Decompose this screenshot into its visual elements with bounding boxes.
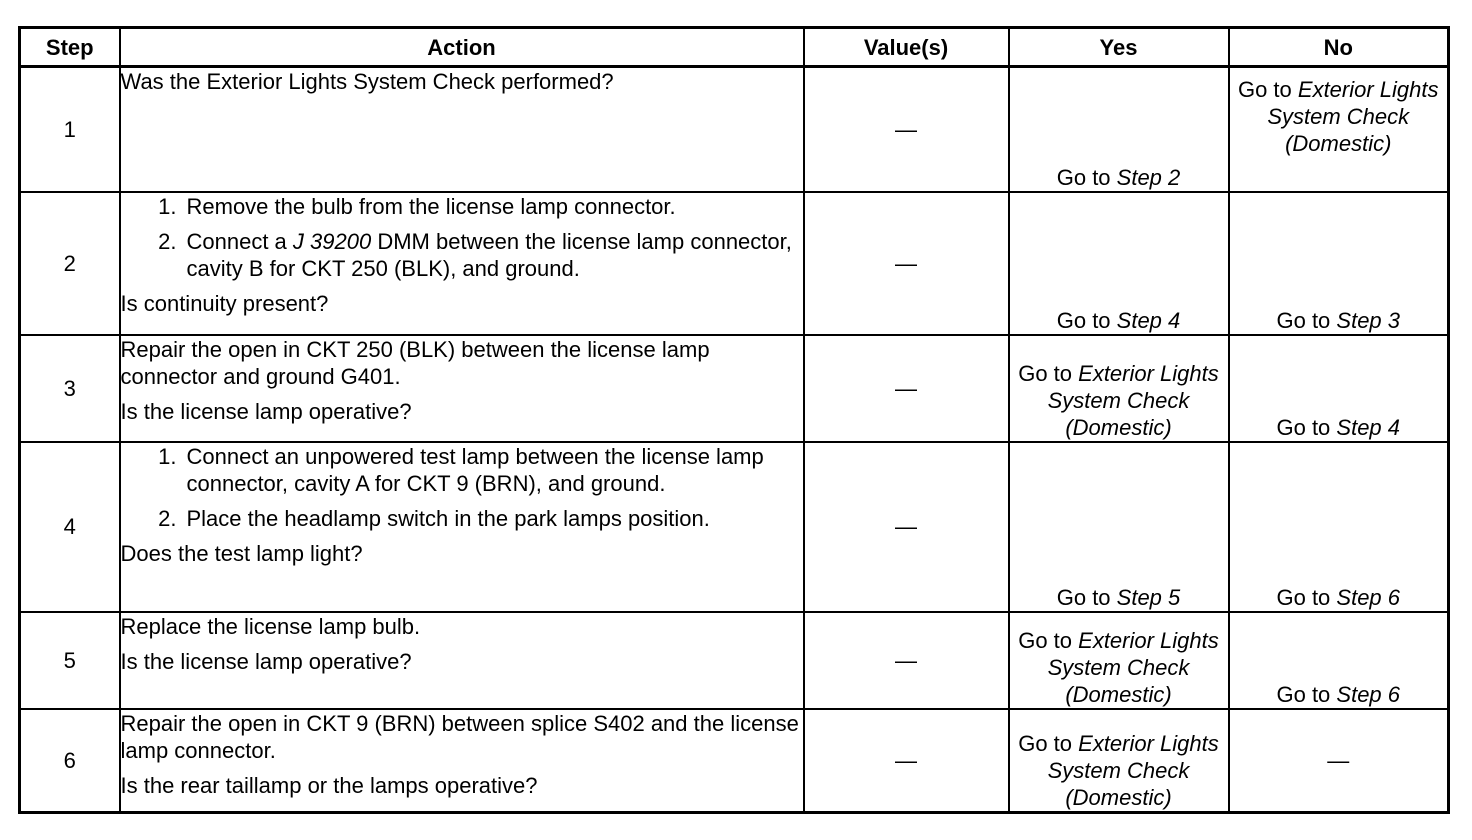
yes-prefix: Go to <box>1056 307 1117 333</box>
action-step-item: 1. Remove the bulb from the license lamp connector. <box>158 193 676 219</box>
action-text: Replace the license lamp bulb. <box>120 613 421 639</box>
yes-cell <box>1009 442 1229 612</box>
table-row <box>20 192 1449 335</box>
table-row <box>20 67 1449 192</box>
no-link[interactable]: Step 3 <box>1336 307 1401 333</box>
action-question: Is the rear taillamp or the lamps operative? <box>120 772 538 798</box>
action-steps <box>121 193 803 282</box>
no-link[interactable]: Step 6 <box>1336 584 1401 610</box>
yes-prefix: Go to <box>1056 164 1117 190</box>
no-cell <box>1229 442 1449 612</box>
header-values: Value(s) <box>804 28 1009 67</box>
yes-link[interactable]: Step 5 <box>1116 584 1181 610</box>
value-cell: — <box>804 192 1009 335</box>
diagnostic-table <box>18 26 1450 814</box>
action-cell <box>120 67 804 192</box>
value-cell: — <box>804 335 1009 442</box>
action-cell <box>120 192 804 335</box>
table-row <box>20 709 1449 813</box>
yes-link[interactable]: Exterior Lights System Check (Domestic) <box>1047 360 1219 440</box>
no-prefix: Go to <box>1276 584 1337 610</box>
tool-reference: J 39200 <box>292 228 372 254</box>
yes-cell <box>1009 709 1229 813</box>
action-cell <box>120 442 804 612</box>
no-cell <box>1229 192 1449 335</box>
step-number: 3 <box>20 335 120 442</box>
header-step: Step <box>20 28 120 67</box>
yes-link[interactable]: Step 4 <box>1116 307 1181 333</box>
no-cell <box>1229 335 1449 442</box>
yes-cell <box>1009 67 1229 192</box>
yes-prefix: Go to <box>1018 731 1079 756</box>
action-cell <box>120 335 804 442</box>
no-prefix: Go to <box>1276 307 1337 333</box>
action-question: Is continuity present? <box>120 290 329 316</box>
action-question: Does the test lamp light? <box>120 540 363 566</box>
yes-link[interactable]: Exterior Lights System Check (Domestic) <box>1047 627 1219 707</box>
action-cell <box>120 709 804 813</box>
no-cell <box>1229 67 1449 192</box>
yes-prefix: Go to <box>1056 584 1117 610</box>
no-link[interactable]: Step 4 <box>1336 414 1401 440</box>
no-link[interactable]: Exterior Lights System Check (Domestic) <box>1267 77 1439 156</box>
header-row <box>20 28 1449 67</box>
step-number: 6 <box>20 709 120 813</box>
no-prefix: Go to <box>1276 681 1337 707</box>
action-step-item: 2. Place the headlamp switch in the park lamps position. <box>158 505 710 531</box>
yes-link[interactable]: Exterior Lights System Check (Domestic) <box>1047 731 1219 810</box>
action-text: Repair the open in CKT 250 (BLK) between the license lamp connector and ground G401. <box>120 336 710 389</box>
action-text: Was the Exterior Lights System Check performed? <box>120 69 614 94</box>
step-number: 1 <box>20 67 120 192</box>
yes-prefix: Go to <box>1018 360 1079 386</box>
table-row <box>20 612 1449 709</box>
header-action: Action <box>120 28 804 67</box>
yes-cell <box>1009 192 1229 335</box>
value-cell: — <box>804 612 1009 709</box>
yes-cell <box>1009 335 1229 442</box>
action-steps <box>121 443 803 532</box>
table-row <box>20 335 1449 442</box>
step-number: 5 <box>20 612 120 709</box>
no-cell: — <box>1229 709 1449 813</box>
table-row <box>20 442 1449 612</box>
no-link[interactable]: Step 6 <box>1336 681 1401 707</box>
value-cell: — <box>804 67 1009 192</box>
header-no: No <box>1229 28 1449 67</box>
step-number: 4 <box>20 442 120 612</box>
header-yes: Yes <box>1009 28 1229 67</box>
action-question: Is the license lamp operative? <box>120 648 412 674</box>
no-prefix: Go to <box>1276 414 1337 440</box>
no-prefix: Go to <box>1237 77 1298 102</box>
action-text: Repair the open in CKT 9 (BRN) between splice S402 and the license lamp connector. <box>120 710 799 763</box>
action-cell <box>120 612 804 709</box>
yes-cell <box>1009 612 1229 709</box>
yes-prefix: Go to <box>1018 627 1079 653</box>
step-number: 2 <box>20 192 120 335</box>
value-cell: — <box>804 709 1009 813</box>
action-question: Is the license lamp operative? <box>120 398 412 424</box>
value-cell: — <box>804 442 1009 612</box>
action-step-item: 2. Connect a J 39200 DMM between the license lamp connector, cavity B for CKT 250 (BLK), and ground. <box>158 228 792 281</box>
action-step-item: 1. Connect an unpowered test lamp between the license lamp connector, cavity A for CKT 9 (BRN), and ground. <box>158 443 764 496</box>
yes-link[interactable]: Step 2 <box>1116 164 1181 190</box>
no-cell <box>1229 612 1449 709</box>
